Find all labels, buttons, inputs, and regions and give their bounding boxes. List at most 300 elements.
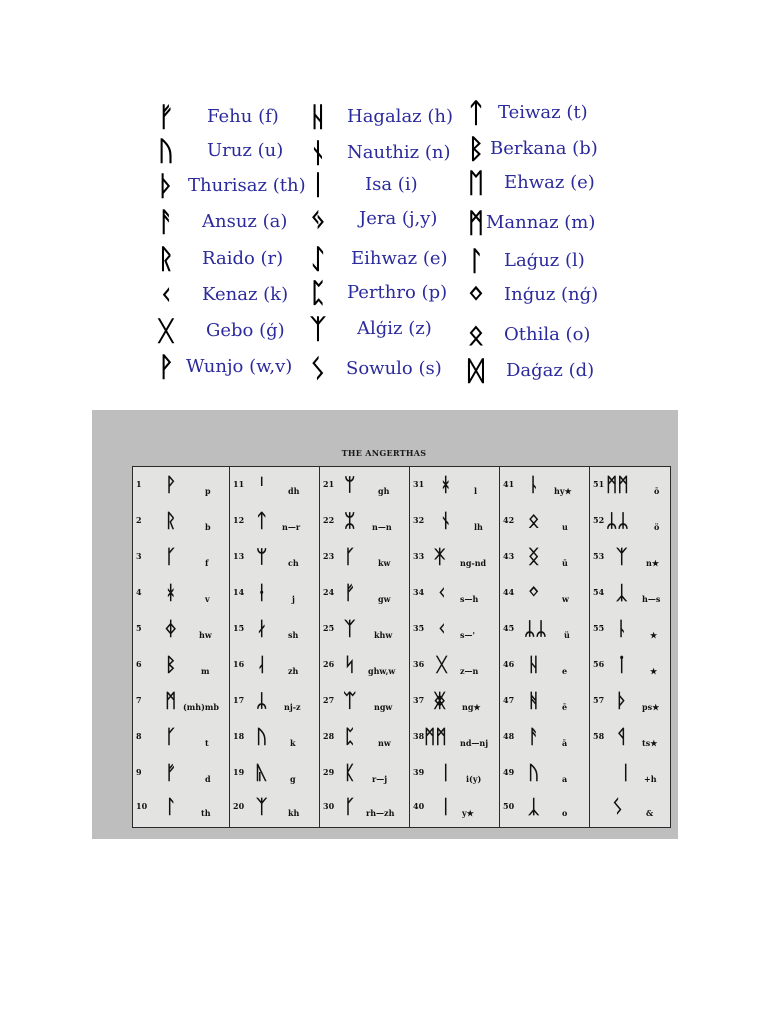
cirth-glyph: ᛈ xyxy=(344,726,356,748)
cert-value: nd—nj xyxy=(460,738,489,748)
cirth-glyph: ᚱ xyxy=(165,510,177,532)
cirth-glyph: ᚷ xyxy=(436,654,448,676)
cert-value: n—n xyxy=(372,522,392,532)
angerthas-entry xyxy=(590,543,670,579)
futhark-entry xyxy=(458,243,585,279)
rune-glyph: ᛗ xyxy=(467,207,485,239)
cirth-glyph: ᛋ xyxy=(344,654,356,676)
cert-number: 37 xyxy=(413,695,425,705)
angerthas-entry xyxy=(410,579,499,615)
angerthas-column-3 xyxy=(320,467,410,827)
angerthas-entry xyxy=(230,543,319,579)
cirth-glyph: ᚹ xyxy=(165,474,177,496)
cert-number: 1 xyxy=(136,479,142,489)
rune-glyph: ᛁ xyxy=(309,169,327,201)
angerthas-entry xyxy=(230,615,319,651)
cert-value: ts★ xyxy=(642,738,658,748)
angerthas-entry xyxy=(500,687,589,723)
futhark-entry xyxy=(458,277,598,313)
cert-number: 24 xyxy=(323,587,335,597)
cert-number: 21 xyxy=(323,479,335,489)
futhark-entry xyxy=(300,167,418,203)
angerthas-entry xyxy=(500,471,589,507)
rune-name: Mannaz (m) xyxy=(486,212,596,233)
cert-value: gw xyxy=(378,594,391,604)
futhark-entry xyxy=(458,95,588,131)
rune-glyph: ᛚ xyxy=(467,245,485,277)
cert-value: gh xyxy=(378,486,390,496)
futhark-entry xyxy=(300,351,442,387)
cert-value: j xyxy=(292,594,295,604)
angerthas-entry xyxy=(320,507,409,543)
rune-glyph: ᛃ xyxy=(309,203,327,235)
cert-value: ps★ xyxy=(642,702,660,712)
cirth-glyph: ᚢ xyxy=(528,762,540,784)
futhark-entry xyxy=(300,311,432,347)
angerthas-entry xyxy=(133,579,229,615)
angerthas-entry xyxy=(320,651,409,687)
angerthas-entry xyxy=(590,471,670,507)
cirth-glyph: ᚿ xyxy=(616,618,628,640)
cert-number: 49 xyxy=(503,767,515,777)
angerthas-entry xyxy=(500,723,589,759)
cirth-glyph: ᚴ xyxy=(344,546,356,568)
rune-glyph: ᚷ xyxy=(157,315,175,347)
cert-number: 44 xyxy=(503,587,515,597)
angerthas-entry xyxy=(410,507,499,543)
cert-number: 18 xyxy=(233,731,245,741)
angerthas-entry xyxy=(500,507,589,543)
cert-value: b xyxy=(205,522,211,532)
cert-value: ★ xyxy=(650,666,658,676)
cert-number: 29 xyxy=(323,767,335,777)
cert-number: 11 xyxy=(233,479,245,489)
cert-value: f xyxy=(205,558,209,568)
angerthas-entry xyxy=(590,579,670,615)
cert-value: t xyxy=(205,738,209,748)
cirth-glyph: ᚢ xyxy=(256,726,268,748)
angerthas-entry xyxy=(133,615,229,651)
angerthas-entry xyxy=(320,543,409,579)
rune-name: Ehwaz (e) xyxy=(504,172,595,193)
rune-glyph: ᚲ xyxy=(157,279,175,311)
cirth-glyph: ᚣ xyxy=(256,762,268,784)
cert-value: rh—zh xyxy=(366,808,395,818)
cirth-glyph: ᚺ xyxy=(528,654,540,676)
angerthas-entry xyxy=(590,759,670,795)
cert-number: 30 xyxy=(323,801,335,811)
cert-number: 56 xyxy=(593,659,605,669)
cert-value: dh xyxy=(288,486,300,496)
angerthas-entry xyxy=(410,651,499,687)
cert-number: 6 xyxy=(136,659,142,669)
cert-number: 34 xyxy=(413,587,425,597)
angerthas-entry xyxy=(590,723,670,759)
angerthas-entry xyxy=(410,793,499,829)
angerthas-entry xyxy=(590,687,670,723)
cirth-glyph: ᛦᛦ xyxy=(606,510,629,532)
cert-number: 20 xyxy=(233,801,245,811)
cirth-glyph: ᚼ xyxy=(440,474,452,496)
cirth-glyph: ᛅ xyxy=(256,618,268,640)
cert-value: ö xyxy=(654,522,660,532)
angerthas-entry xyxy=(320,579,409,615)
rune-name: Laģuz (l) xyxy=(504,250,585,271)
cert-value: ā xyxy=(562,738,568,748)
angerthas-entry xyxy=(410,723,499,759)
cert-number: 57 xyxy=(593,695,605,705)
angerthas-column-2 xyxy=(230,467,320,827)
cert-number: 36 xyxy=(413,659,425,669)
cirth-glyph: ᚾ xyxy=(440,510,452,532)
cert-number: 17 xyxy=(233,695,245,705)
cert-value: n★ xyxy=(646,558,659,568)
cirth-glyph: ᚲ xyxy=(436,582,448,604)
cert-value: (mh)mb xyxy=(183,702,219,712)
cert-value: +h xyxy=(644,774,657,784)
angerthas-entry xyxy=(590,651,670,687)
cert-number: 15 xyxy=(233,623,245,633)
cert-value: m xyxy=(201,666,210,676)
cert-value: ngw xyxy=(374,702,393,712)
angerthas-entry xyxy=(133,759,229,795)
cert-value: p xyxy=(205,486,211,496)
cert-number: 13 xyxy=(233,551,245,561)
cirth-glyph: ᚴ xyxy=(165,546,177,568)
rune-glyph: ᚦ xyxy=(157,170,175,202)
cert-value: nj-z xyxy=(284,702,301,712)
cert-number: 31 xyxy=(413,479,425,489)
rune-name: Fehu (f) xyxy=(207,106,279,127)
cert-value: lh xyxy=(474,522,483,532)
angerthas-entry xyxy=(500,793,589,829)
cert-number: 12 xyxy=(233,515,245,525)
rune-name: Hagalaz (h) xyxy=(347,106,454,127)
angerthas-column-5 xyxy=(500,467,590,827)
cirth-glyph: ᚻ xyxy=(528,690,540,712)
cirth-glyph: ᚦ xyxy=(616,690,628,712)
rune-name: Thurisaz (th) xyxy=(188,175,306,196)
cert-value: g xyxy=(290,774,296,784)
rune-glyph: ᛟ xyxy=(467,319,485,351)
cert-number: 19 xyxy=(233,767,245,777)
cirth-glyph: ᛩ xyxy=(616,726,628,748)
rune-name: Berkana (b) xyxy=(490,138,598,159)
cirth-glyph: ᛘ xyxy=(344,474,356,496)
cert-value: s—h xyxy=(460,594,479,604)
futhark-entry xyxy=(300,135,451,171)
cert-value: ch xyxy=(288,558,299,568)
cert-number: 42 xyxy=(503,515,515,525)
angerthas-table xyxy=(132,466,671,828)
rune-name: Sowulo (s) xyxy=(346,358,442,379)
futhark-entry xyxy=(458,131,598,167)
cert-number: 7 xyxy=(136,695,142,705)
futhark-entry xyxy=(300,241,448,277)
cert-number: 5 xyxy=(136,623,142,633)
cirth-glyph: ᛄ xyxy=(165,618,177,640)
angerthas-entry xyxy=(230,507,319,543)
cirth-glyph: ᚼ xyxy=(165,582,177,604)
cirth-glyph: ᛉ xyxy=(616,546,628,568)
cirth-glyph: ᛊ xyxy=(612,796,624,818)
cert-value: i(y) xyxy=(466,774,482,784)
cert-value: h—s xyxy=(642,594,661,604)
cert-value: ★ xyxy=(650,630,658,640)
cirth-glyph: ᛝ xyxy=(528,546,540,568)
rune-glyph: ᚢ xyxy=(157,135,175,167)
cert-value: kw xyxy=(378,558,391,568)
cert-value: n—r xyxy=(282,522,301,532)
cirth-glyph: ᚠ xyxy=(165,762,177,784)
rune-name: Gebo (ģ) xyxy=(206,320,285,341)
cert-number: 46 xyxy=(503,659,515,669)
angerthas-entry xyxy=(500,651,589,687)
angerthas-entry xyxy=(230,793,319,829)
cirth-glyph: ᛦ xyxy=(256,690,268,712)
cert-value: ng-nd xyxy=(460,558,487,568)
angerthas-entry xyxy=(590,615,670,651)
angerthas-entry xyxy=(590,507,670,543)
rune-glyph: ᛏ xyxy=(467,97,485,129)
cert-value: u xyxy=(562,522,568,532)
cert-value: khw xyxy=(374,630,393,640)
cert-number: 2 xyxy=(136,515,142,525)
cirth-glyph: ᚴ xyxy=(165,726,177,748)
angerthas-entry xyxy=(230,651,319,687)
cert-value: z—n xyxy=(460,666,479,676)
angerthas-entry xyxy=(230,579,319,615)
cirth-glyph: ᛜ xyxy=(528,582,540,604)
cert-value: ō xyxy=(654,486,660,496)
cirth-glyph: ᛁ xyxy=(620,762,632,784)
rune-name: Isa (i) xyxy=(365,174,418,195)
cirth-glyph: ᛆ xyxy=(256,654,268,676)
angerthas-column-6 xyxy=(590,467,670,827)
rune-name: Eihwaz (e) xyxy=(351,248,448,269)
cert-value: d xyxy=(205,774,211,784)
cert-value: a xyxy=(562,774,568,784)
rune-glyph: ᛊ xyxy=(309,353,327,385)
cert-number: 38 xyxy=(413,731,425,741)
angerthas-entry xyxy=(133,793,229,829)
cert-number: 58 xyxy=(593,731,605,741)
angerthas-entry xyxy=(230,759,319,795)
angerthas-entry xyxy=(133,651,229,687)
cirth-glyph: ᚽ xyxy=(256,582,268,604)
cert-number: 8 xyxy=(136,731,142,741)
angerthas-entry xyxy=(133,543,229,579)
cert-number: 51 xyxy=(593,479,605,489)
rune-glyph: ᛒ xyxy=(467,133,485,165)
cirth-glyph: ᚴ xyxy=(344,796,356,818)
angerthas-entry xyxy=(590,793,670,829)
cert-value: ghw,w xyxy=(368,666,396,676)
cert-value: o xyxy=(562,808,568,818)
cert-number: 35 xyxy=(413,623,425,633)
cert-number: 53 xyxy=(593,551,605,561)
angerthas-entry xyxy=(320,723,409,759)
angerthas-entry xyxy=(500,759,589,795)
futhark-entry xyxy=(458,205,595,241)
futhark-entry xyxy=(148,168,306,204)
cirth-glyph: ᛯ xyxy=(344,510,356,532)
cert-number: 54 xyxy=(593,587,605,597)
cert-value: y★ xyxy=(462,808,474,818)
futhark-entry xyxy=(148,349,292,385)
cert-value: r—j xyxy=(372,774,388,784)
cert-number: 14 xyxy=(233,587,245,597)
cirth-glyph: ᛙ xyxy=(616,654,628,676)
rune-glyph: ᚨ xyxy=(157,206,175,238)
cert-value: & xyxy=(646,808,654,818)
cert-value: e xyxy=(562,666,568,676)
cert-value: th xyxy=(201,808,211,818)
cert-number: 23 xyxy=(323,551,335,561)
futhark-entry xyxy=(300,99,453,135)
cirth-glyph: ᛌ xyxy=(256,474,268,496)
angerthas-entry xyxy=(230,687,319,723)
cirth-glyph: ᛗ xyxy=(165,690,177,712)
cirth-glyph: ᛁ xyxy=(440,762,452,784)
futhark-entry xyxy=(148,313,285,349)
angerthas-entry xyxy=(320,759,409,795)
angerthas-entry xyxy=(320,615,409,651)
cirth-glyph: ᚲ xyxy=(436,618,448,640)
cert-value: v xyxy=(205,594,210,604)
cert-value: zh xyxy=(288,666,299,676)
futhark-entry xyxy=(148,204,287,240)
angerthas-title: THE ANGERTHAS xyxy=(341,448,427,458)
angerthas-column-1 xyxy=(133,467,230,827)
angerthas-entry xyxy=(500,579,589,615)
cirth-glyph: ᛁ xyxy=(440,796,452,818)
rune-name: Daģaz (d) xyxy=(506,360,595,381)
rune-name: Raido (r) xyxy=(202,248,284,269)
cert-number: 22 xyxy=(323,515,335,525)
angerthas-entry xyxy=(320,471,409,507)
cert-number: 43 xyxy=(503,551,515,561)
rune-glyph: ᛜ xyxy=(467,279,485,311)
futhark-entry xyxy=(458,353,594,389)
rune-name: Inģuz (nģ) xyxy=(504,284,599,305)
angerthas-entry xyxy=(410,615,499,651)
cert-value: s—' xyxy=(460,630,475,640)
cert-number: 41 xyxy=(503,479,515,489)
cert-number: 39 xyxy=(413,767,425,777)
rune-name: Jera (j,y) xyxy=(359,208,438,229)
rune-name: Wunjo (w,v) xyxy=(186,356,293,377)
cirth-glyph: ᛟ xyxy=(528,510,540,532)
rune-name: Teiwaz (t) xyxy=(498,102,588,123)
cert-number: 55 xyxy=(593,623,605,633)
rune-name: Uruz (u) xyxy=(207,140,284,161)
angerthas-entry xyxy=(133,471,229,507)
cert-number: 48 xyxy=(503,731,515,741)
cert-number: 26 xyxy=(323,659,335,669)
futhark-entry xyxy=(458,165,595,201)
angerthas-entry xyxy=(410,471,499,507)
cirth-glyph: ᚿ xyxy=(528,474,540,496)
angerthas-entry xyxy=(410,687,499,723)
cirth-glyph: ᛣ xyxy=(616,582,628,604)
angerthas-entry xyxy=(230,471,319,507)
cert-number: 52 xyxy=(593,515,605,525)
cirth-glyph: ᚨ xyxy=(528,726,540,748)
futhark-entry xyxy=(148,99,279,135)
cert-value: kh xyxy=(288,808,300,818)
angerthas-entry xyxy=(410,543,499,579)
cert-number: 47 xyxy=(503,695,515,705)
cert-value: hy★ xyxy=(554,486,572,496)
angerthas-entry xyxy=(500,615,589,651)
futhark-entry xyxy=(148,133,283,169)
cirth-glyph: ᛘ xyxy=(256,546,268,568)
angerthas-entry xyxy=(133,687,229,723)
angerthas-entry xyxy=(133,723,229,759)
cirth-glyph: ᛤ xyxy=(434,690,446,712)
cert-number: 3 xyxy=(136,551,142,561)
cirth-glyph: ᛚ xyxy=(165,796,177,818)
rune-glyph: ᛉ xyxy=(309,313,327,345)
cert-number: 32 xyxy=(413,515,425,525)
angerthas-entry xyxy=(230,723,319,759)
futhark-entry xyxy=(148,277,288,313)
cert-number: 9 xyxy=(136,767,142,777)
rune-glyph: ᚱ xyxy=(157,243,175,275)
cirth-glyph: ᛏ xyxy=(256,510,268,532)
futhark-entry xyxy=(148,241,283,277)
rune-glyph: ᚹ xyxy=(157,351,175,383)
futhark-chart xyxy=(148,93,620,391)
cert-number: 28 xyxy=(323,731,335,741)
cirth-glyph: ᚠ xyxy=(344,582,356,604)
cert-number: 16 xyxy=(233,659,245,669)
cirth-glyph: ᛣ xyxy=(528,796,540,818)
angerthas-entry xyxy=(410,759,499,795)
cirth-glyph: ᛗᛗ xyxy=(424,726,447,748)
cert-number: 40 xyxy=(413,801,425,811)
cert-number: 45 xyxy=(503,623,515,633)
cert-number: 33 xyxy=(413,551,425,561)
cert-value: w xyxy=(562,594,569,604)
cert-number: 27 xyxy=(323,695,335,705)
cert-value: sh xyxy=(288,630,299,640)
rune-glyph: ᚺ xyxy=(309,101,327,133)
cirth-glyph: ᛉ xyxy=(256,796,268,818)
angerthas-entry xyxy=(320,687,409,723)
angerthas-entry xyxy=(500,543,589,579)
rune-name: Kenaz (k) xyxy=(202,284,289,305)
rune-glyph: ᚾ xyxy=(309,137,327,169)
cert-value: ng★ xyxy=(462,702,481,712)
cert-value: hw xyxy=(199,630,212,640)
rune-name: Othila (o) xyxy=(504,324,591,345)
cert-number: 10 xyxy=(136,801,148,811)
cert-value: ē xyxy=(562,702,568,712)
rune-name: Alģiz (z) xyxy=(357,318,432,339)
cirth-glyph: ᛗᛗ xyxy=(606,474,629,496)
rune-glyph: ᛇ xyxy=(309,243,327,275)
cert-value: l xyxy=(474,486,478,496)
cert-number: 50 xyxy=(503,801,515,811)
futhark-entry xyxy=(300,275,447,311)
angerthas-entry xyxy=(133,507,229,543)
rune-glyph: ᛈ xyxy=(309,277,327,309)
cert-value: ū xyxy=(562,558,568,568)
cert-value: nw xyxy=(378,738,391,748)
rune-glyph: ᛖ xyxy=(467,167,485,199)
